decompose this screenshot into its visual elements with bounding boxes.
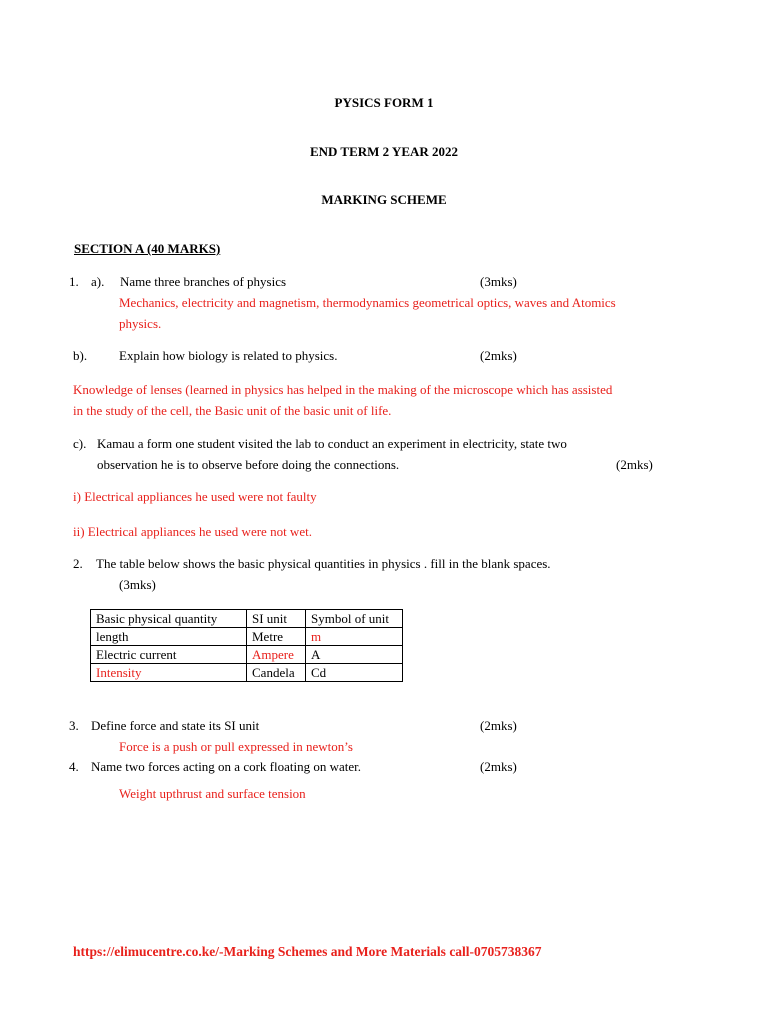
- table-row: [91, 628, 403, 646]
- table-cell: Electric current: [91, 646, 247, 664]
- q1a-label: a).: [91, 274, 105, 289]
- q1-number: 1.: [69, 274, 79, 289]
- q4-number: 4.: [69, 759, 79, 774]
- footer-link[interactable]: https://elimucentre.co.ke/-Marking Schemes and More Materials call-0705738367: [73, 944, 542, 959]
- q3-marks: (2mks): [480, 718, 517, 733]
- q1c-answer2: ii) Electrical appliances he used were not wet.: [73, 524, 312, 539]
- table-cell: length: [91, 628, 247, 646]
- q2-question: The table below shows the basic physical quantities in physics . fill in the blank spaces.: [96, 556, 551, 571]
- exam-title: END TERM 2 YEAR 2022: [309, 144, 459, 159]
- document-type: MARKING SCHEME: [321, 192, 447, 207]
- q1c-marks: (2mks): [616, 457, 653, 472]
- q4-question: Name two forces acting on a cork floating on water.: [91, 759, 362, 774]
- table-cell: Metre: [247, 628, 306, 646]
- q3-answer: Force is a push or pull expressed in newton’s: [119, 739, 353, 754]
- q2-number: 2.: [73, 556, 83, 571]
- table-header-cell: SI unit: [247, 610, 306, 628]
- q4-marks: (2mks): [480, 759, 517, 774]
- q1b-answer-line2: in the study of the cell, the Basic unit of the basic unit of life.: [73, 403, 392, 418]
- table-cell: Cd: [306, 664, 403, 682]
- q1c-label: c).: [73, 436, 87, 451]
- table-cell-answer: Intensity: [91, 664, 247, 682]
- table-header-cell: Symbol of unit: [306, 610, 403, 628]
- q1a-question: Name three branches of physics: [120, 274, 287, 289]
- q3-number: 3.: [69, 718, 79, 733]
- table-cell: A: [306, 646, 403, 664]
- q1b-label: b).: [73, 348, 88, 363]
- table-cell: Candela: [247, 664, 306, 682]
- q1a-answer-line1: Mechanics, electricity and magnetism, thermodynamics geometrical optics, waves and Atomics: [119, 295, 616, 310]
- table-row: [91, 664, 403, 682]
- q1c-question-line2: observation he is to observe before doing the connections.: [97, 457, 400, 472]
- quantities-table: [90, 609, 403, 682]
- q3-question: Define force and state its SI unit: [91, 718, 260, 733]
- table-row: [91, 646, 403, 664]
- q1b-marks: (2mks): [480, 348, 517, 363]
- q4-answer: Weight upthrust and surface tension: [119, 786, 306, 801]
- q2-marks: (3mks): [119, 577, 156, 592]
- q1c-answer1: i) Electrical appliances he used were not faulty: [73, 489, 317, 504]
- q1b-answer-line1: Knowledge of lenses (learned in physics has helped in the making of the microscope which has assisted: [73, 382, 613, 397]
- q1c-question-line1: Kamau a form one student visited the lab to conduct an experiment in electricity, state two: [97, 436, 567, 451]
- q1a-answer-line2: physics.: [119, 316, 162, 331]
- table-cell-answer: m: [306, 628, 403, 646]
- q1b-question: Explain how biology is related to physics.: [119, 348, 338, 363]
- table-header-row: [91, 610, 403, 628]
- table-cell-answer: Ampere: [247, 646, 306, 664]
- section-heading: SECTION A (40 MARKS): [74, 241, 221, 256]
- q1a-marks: (3mks): [480, 274, 517, 289]
- table-header-cell: Basic physical quantity: [91, 610, 247, 628]
- document-title: PYSICS FORM 1: [334, 95, 434, 110]
